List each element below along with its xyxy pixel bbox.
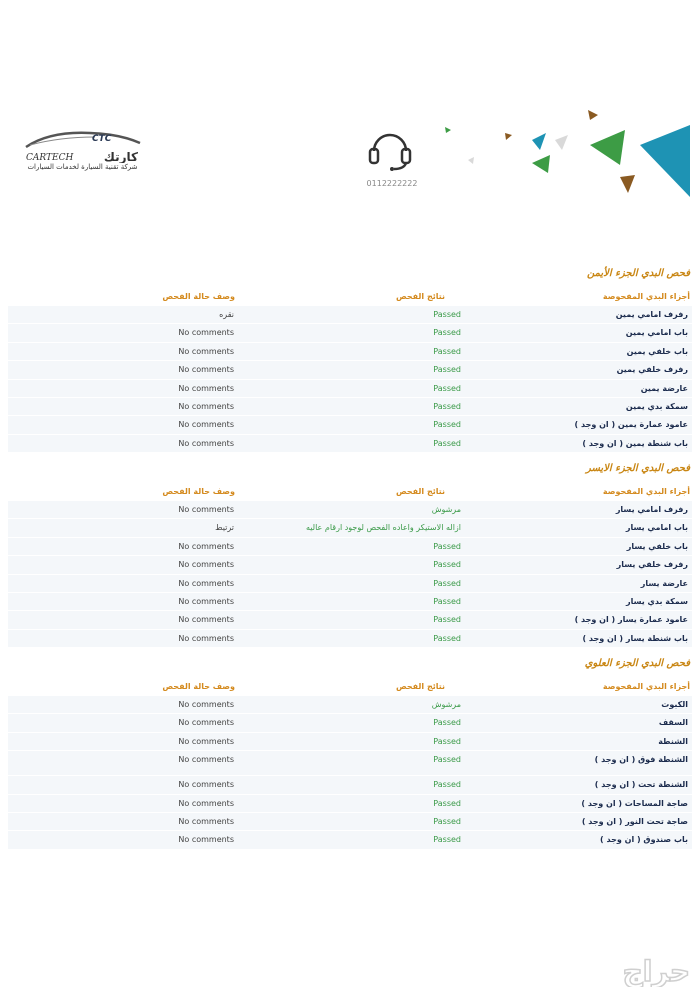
desc-value: No comments (178, 505, 234, 514)
table-row (8, 343, 692, 361)
part-name: عارضة يمين (640, 383, 688, 393)
col-header-result: نتائج الفحص (395, 292, 445, 301)
section-title-left: فحص البدي الجزء الايسر (585, 463, 690, 474)
watermark-text: حراج (622, 955, 690, 987)
part-name: باب صندوق ( ان وجد ) (600, 835, 688, 845)
part-name: عامود عمارة يسار ( ان وجد ) (574, 615, 688, 625)
table-row (8, 831, 692, 849)
result-value: Passed (433, 633, 461, 643)
result-value: Passed (433, 736, 461, 746)
table-row (8, 306, 692, 324)
part-name: الشنطة تحت ( ان وجد ) (594, 780, 688, 790)
table-row (8, 416, 692, 434)
part-name: رفرف امامي يمين (615, 310, 688, 319)
table-row (8, 398, 692, 416)
result-value: Passed (433, 835, 461, 845)
desc-value: No comments (178, 560, 234, 570)
desc-value: ترتيط (215, 523, 234, 533)
part-name: عامود عمارة يمين ( ان وجد ) (574, 420, 688, 430)
desc-value: No comments (178, 798, 234, 808)
part-name: رفرف خلفي يسار (616, 560, 688, 570)
results-table-right (8, 306, 692, 453)
section-title-right: فحص البدي الجزء الأيمن (586, 268, 690, 279)
result-value: Passed (433, 310, 461, 319)
table-row (8, 575, 692, 593)
result-value: Passed (433, 578, 461, 588)
results-table-top (8, 696, 692, 850)
result-value: Passed (433, 798, 461, 808)
table-row (8, 324, 692, 342)
col-header-desc: وصف حالة الفحص (162, 682, 235, 691)
table-row (8, 593, 692, 611)
part-name: صاجة المساحات ( ان وجد ) (581, 798, 688, 808)
results-table-left (8, 501, 692, 648)
result-value: Passed (433, 615, 461, 625)
result-value: Passed (433, 328, 461, 338)
table-row (8, 795, 692, 813)
result-value: Passed (433, 596, 461, 606)
part-name: باب شنطة يمين ( ان وجد ) (582, 438, 688, 448)
table-row (8, 714, 692, 732)
desc-value: No comments (178, 816, 234, 826)
col-header-part: أجزاء البدي المفحوصة (602, 292, 690, 301)
part-name: الكبوت (661, 700, 688, 709)
part-name: صاجة تحت النور ( ان وجد ) (581, 816, 688, 826)
desc-value: نقره (219, 310, 234, 319)
desc-value: No comments (178, 780, 234, 790)
haraj-watermark (530, 955, 695, 987)
result-value: Passed (433, 420, 461, 430)
desc-value: No comments (178, 718, 234, 728)
result-value: ازاله الاستيكر واعاده الفحص لوجود ارقام عاليه (305, 523, 461, 533)
desc-value: No comments (178, 328, 234, 338)
part-name: الشنطة فوق ( ان وجد ) (594, 755, 688, 765)
result-value: Passed (433, 383, 461, 393)
desc-value: No comments (178, 736, 234, 746)
result-value: Passed (433, 401, 461, 411)
part-name: باب شنطة يسار ( ان وجد ) (582, 633, 688, 643)
headset-icon (366, 125, 414, 173)
desc-value: No comments (178, 615, 234, 625)
logo-letters: CTC (92, 134, 112, 144)
result-value: Passed (433, 560, 461, 570)
desc-value: No comments (178, 438, 234, 448)
desc-value: No comments (178, 578, 234, 588)
table-row (8, 501, 692, 519)
result-value: Passed (433, 541, 461, 551)
desc-value: No comments (178, 346, 234, 356)
part-name: سمكة بدي يسار (625, 596, 688, 606)
part-name: باب امامي يسار (625, 523, 688, 533)
result-value: مرشوش (431, 505, 461, 514)
table-row (8, 751, 692, 776)
desc-value: No comments (178, 365, 234, 375)
table-row (8, 435, 692, 453)
desc-value: No comments (178, 596, 234, 606)
col-header-desc: وصف حالة الفحص (162, 292, 235, 301)
car-logo-icon (20, 125, 145, 163)
result-value: Passed (433, 718, 461, 728)
part-name: الشنطة (658, 736, 688, 746)
col-header-desc: وصف حالة الفحص (162, 487, 235, 496)
table-row (8, 519, 692, 537)
part-name: رفرف خلفي يمين (616, 365, 688, 375)
desc-value: No comments (178, 541, 234, 551)
desc-value: No comments (178, 835, 234, 845)
logo-latin: CARTECH (26, 153, 74, 163)
result-value: Passed (433, 780, 461, 790)
col-header-result: نتائج الفحص (395, 487, 445, 496)
col-header-part: أجزاء البدي المفحوصة (602, 682, 690, 691)
col-header-result: نتائج الفحص (395, 682, 445, 691)
table-row (8, 556, 692, 574)
part-name: باب خلفي يمين (626, 346, 688, 356)
logo-tagline: شركة تقنية السيارة لخدمات السيارات (27, 163, 138, 171)
desc-value: No comments (178, 700, 234, 709)
part-name: باب خلفي يسار (626, 541, 688, 551)
result-value: Passed (433, 365, 461, 375)
decorative-triangles (440, 105, 700, 205)
table-row (8, 611, 692, 629)
table-row (8, 630, 692, 648)
result-value: Passed (433, 438, 461, 448)
desc-value: No comments (178, 420, 234, 430)
table-row (8, 813, 692, 831)
col-header-part: أجزاء البدي المفحوصة (602, 487, 690, 496)
result-value: Passed (433, 816, 461, 826)
table-row (8, 538, 692, 556)
result-value: Passed (433, 346, 461, 356)
part-name: عارضة يسار (640, 578, 688, 588)
table-row (8, 776, 692, 794)
company-logo (20, 125, 145, 185)
table-row (8, 733, 692, 751)
desc-value: No comments (178, 755, 234, 765)
logo-arabic: كارتك (103, 150, 138, 163)
table-row (8, 361, 692, 379)
desc-value: No comments (178, 383, 234, 393)
part-name: سمكة بدي يمين (625, 401, 688, 411)
table-row (8, 380, 692, 398)
desc-value: No comments (178, 633, 234, 643)
phone-number: 0112222222 (366, 179, 418, 188)
section-title-top: فحص البدي الجزء العلوي (584, 658, 690, 669)
desc-value: No comments (178, 401, 234, 411)
part-name: السقف (658, 718, 688, 728)
part-name: رفرف امامي يسار (615, 505, 688, 514)
part-name: باب امامي يمين (625, 328, 688, 338)
table-row (8, 696, 692, 714)
result-value: Passed (433, 755, 461, 765)
result-value: مرشوش (431, 700, 461, 709)
